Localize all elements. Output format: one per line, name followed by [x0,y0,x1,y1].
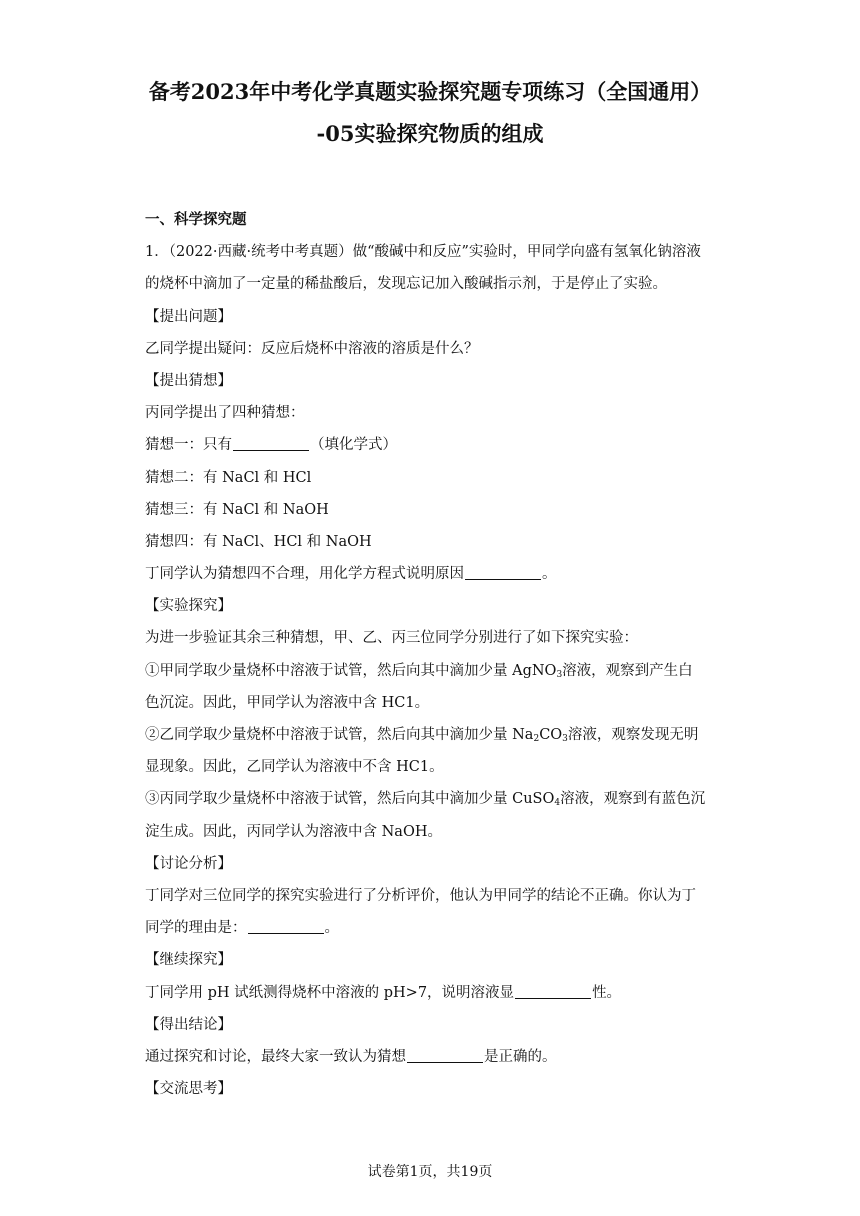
experiment-1-text-a: ①甲同学取少量烧杯中溶液于试管，然后向其中滴加少量 AgNO [145,662,557,679]
discussion-prefix: 同学的理由是： [145,920,247,937]
ding-reason-prefix: 丁同学认为猜想四不合理，用化学方程式说明原因 [145,566,464,583]
page-footer: 试卷第1页，共19页 [367,1164,493,1180]
section-heading: 一、科学探究题 [145,211,247,228]
experiment-2-line-1 [145,719,720,751]
guess-3: 猜想三：有 NaCl 和 NaOH [145,501,329,518]
question-text: 乙同学提出疑问：反应后烧杯中溶液的溶质是什么？ [145,340,479,357]
conclusion-text [145,1041,720,1073]
subscript: 2 [533,734,540,744]
answer-blank[interactable] [407,1047,483,1063]
subscript: 4 [554,798,561,809]
ding-reason [145,558,720,590]
guess-1 [145,429,720,461]
heading-ask-question: 【提出问题】 [145,308,232,325]
ding-reason-suffix: 。 [542,566,557,583]
heading-discussion: 【讨论分析】 [145,855,232,872]
guess-2: 猜想二：有 NaCl 和 HCl [145,469,312,486]
intro-line-2: 的烧杯中滴加了一定量的稀盐酸后，发现忘记加入酸碱指示剂，于是停止了实验。 [145,276,667,293]
experiment-2-text-a: ②乙同学取少量烧杯中溶液于试管，然后向其中滴加少量 Na [145,727,534,743]
guess-1-prefix: 猜想一：只有 [145,437,232,454]
experiment-3-line-1 [145,783,720,815]
document-subtitle: -05实验探究物质的组成 [316,121,544,146]
experiment-3-text-b: 溶液，观察到有蓝色沉 [560,791,706,808]
guess-1-suffix: （填化学式） [310,437,397,454]
experiment-1-line-1 [145,655,720,687]
continue-suffix: 性。 [592,984,622,1001]
intro-line-1: 1．（2022·西藏·统考中考真题）做“酸碱中和反应”实验时，甲同学向盛有氢氧化钠溶液 [145,244,701,261]
heading-experiment: 【实验探究】 [145,598,232,615]
discussion-line-1: 丁同学对三位同学的探究实验进行了分析评价，他认为甲同学的结论不正确。你认为丁 [145,887,696,904]
answer-blank[interactable] [465,564,541,580]
subscript: 3 [556,669,563,680]
heading-reflection: 【交流思考】 [145,1081,232,1098]
experiment-1-line-2: 色沉淀。因此，甲同学认为溶液中含 HC1。 [145,694,430,711]
experiment-2-text-mid: CO [539,727,563,743]
continue-text [145,977,720,1009]
conclusion-suffix: 是正确的。 [484,1048,557,1065]
document-title: 备考2023年中考化学真题实验探究题专项练习（全国通用） [148,79,712,104]
question-body [145,204,720,1105]
answer-blank[interactable] [233,435,309,451]
discussion-line-2 [145,912,720,944]
answer-blank[interactable] [515,983,591,999]
experiment-3-line-2: 淀生成。因此，丙同学认为溶液中含 NaOH。 [145,823,442,840]
hypothesis-intro: 丙同学提出了四种猜想： [145,405,305,422]
answer-blank[interactable] [248,918,324,934]
continue-prefix: 丁同学用 pH 试纸测得烧杯中溶液的 pH>7，说明溶液显 [145,984,515,1001]
conclusion-prefix: 通过探究和讨论，最终大家一致认为猜想 [145,1048,406,1065]
experiment-2-text-b: 溶液，观察发现无明 [567,727,699,743]
heading-continue: 【继续探究】 [145,952,232,969]
heading-hypothesis: 【提出猜想】 [145,372,232,389]
experiment-3-text-a: ③丙同学取少量烧杯中溶液于试管，然后向其中滴加少量 CuSO [145,791,555,808]
discussion-suffix: 。 [324,920,339,937]
subscript: 3 [562,734,568,744]
experiment-2-line-2: 显现象。因此，乙同学认为溶液中不含 HC1。 [145,759,444,776]
guess-4: 猜想四：有 NaCl、HCl 和 NaOH [145,533,372,550]
heading-conclusion: 【得出结论】 [145,1016,232,1033]
experiment-1-text-b: 溶液，观察到产生白 [562,662,693,679]
experiment-intro: 为进一步验证其余三种猜想，甲、乙、丙三位同学分别进行了如下探究实验： [145,630,638,647]
